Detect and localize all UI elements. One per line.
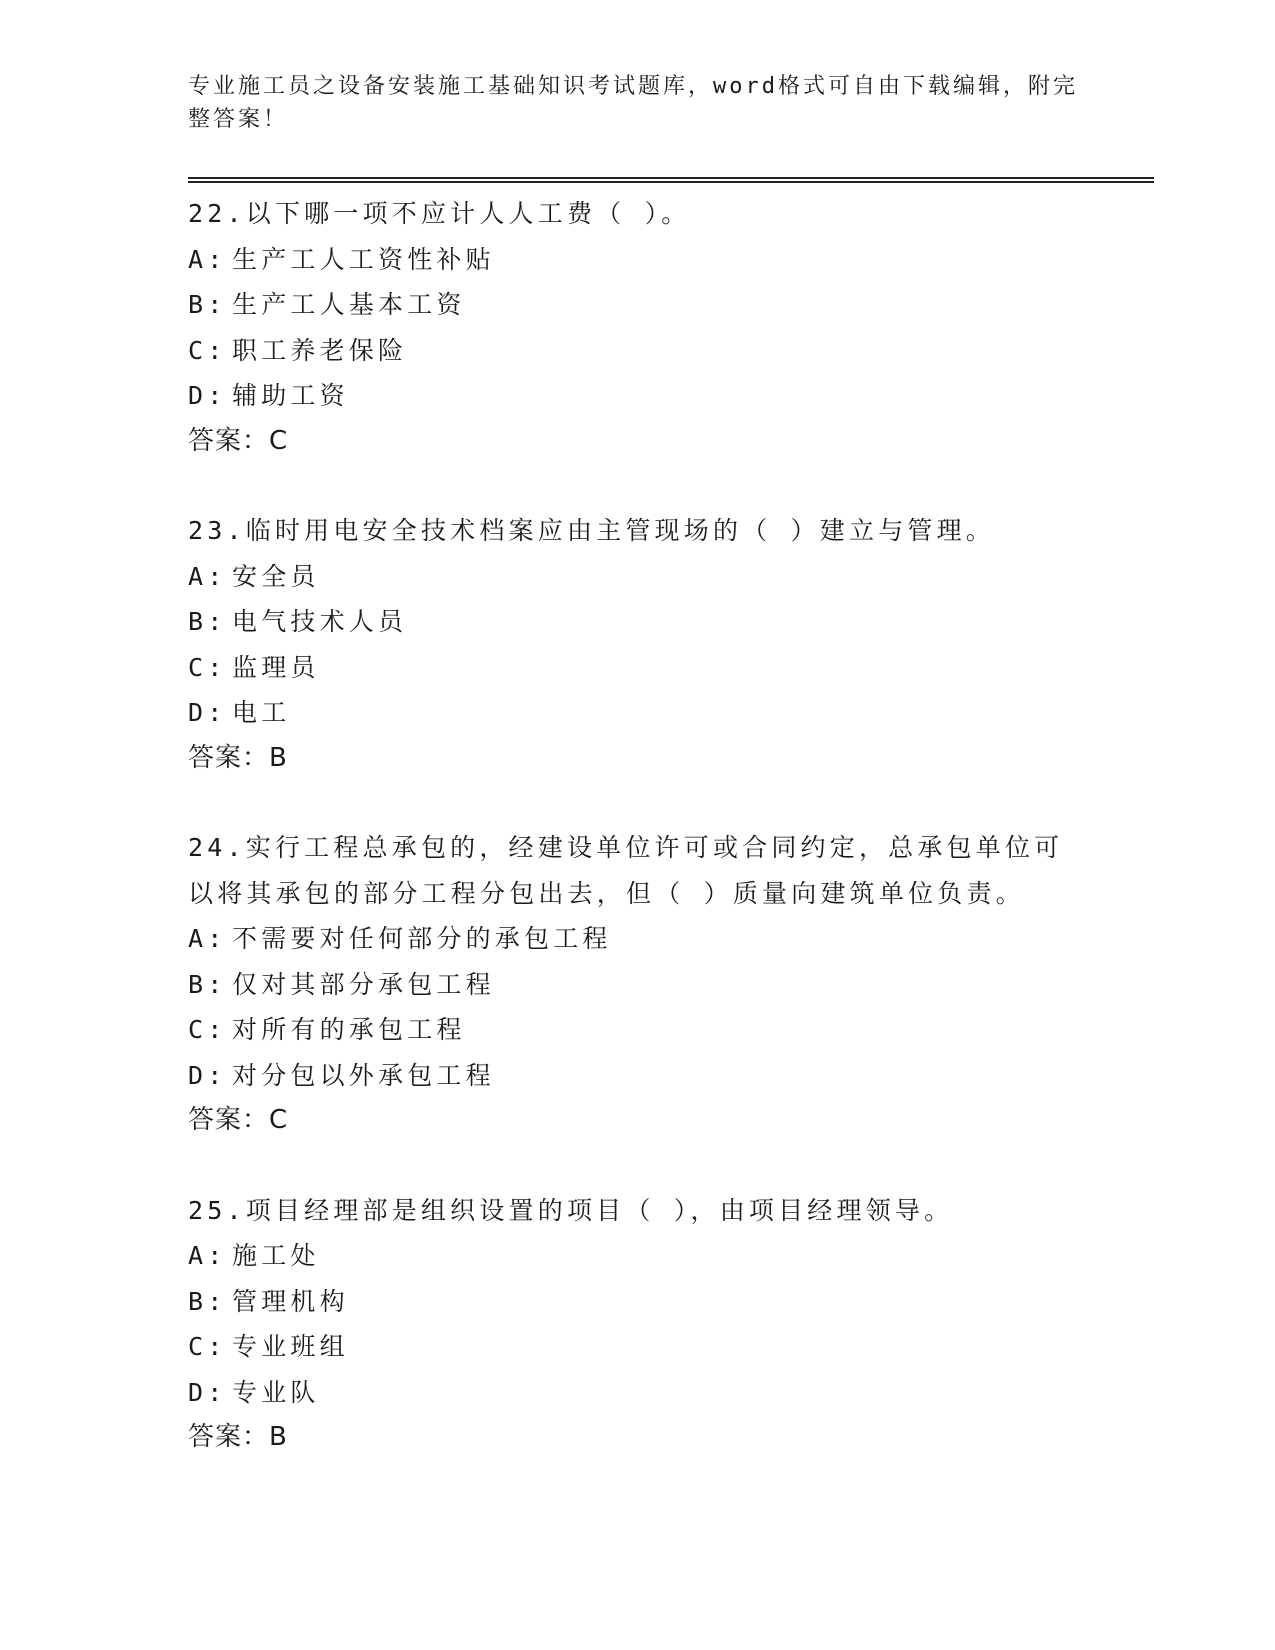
option-c bbox=[188, 1324, 1088, 1370]
option-text: 对分包以外承包工程 bbox=[232, 1060, 495, 1090]
option-letter: A: bbox=[188, 924, 227, 953]
option-d bbox=[188, 1370, 1088, 1416]
question-stem: 22.以下哪一项不应计人人工费（ ）。 bbox=[188, 199, 691, 228]
question-stem: 23.临时用电安全技术档案应由主管现场的（ ）建立与管理。 bbox=[188, 516, 996, 545]
option-text: 施工处 bbox=[232, 1241, 320, 1270]
document-header: 专业施工员之设备安装施工基础知识考试题库，word格式可自由下载编辑，附完整答案！ bbox=[188, 74, 1078, 132]
option-text: 管理机构 bbox=[232, 1286, 349, 1316]
option-letter: D: bbox=[188, 381, 227, 410]
option-letter: C: bbox=[188, 335, 227, 365]
option-text: 生产工人工资性补贴 bbox=[232, 244, 495, 274]
answer-line: 答案：C bbox=[188, 425, 289, 456]
option-text: 电工 bbox=[232, 698, 291, 727]
option-text: 专业队 bbox=[232, 1377, 320, 1407]
option-text: 不需要对任何部分的承包工程 bbox=[232, 924, 612, 953]
question-22 bbox=[188, 191, 1088, 464]
question-list bbox=[188, 191, 1088, 1505]
option-text: 对所有的承包工程 bbox=[232, 1015, 466, 1044]
option-a bbox=[188, 916, 1088, 962]
option-text: 监理员 bbox=[232, 652, 320, 682]
option-text: 生产工人基本工资 bbox=[232, 290, 466, 319]
question-24 bbox=[188, 825, 1088, 1144]
question-23 bbox=[188, 508, 1088, 781]
option-d bbox=[188, 690, 1088, 736]
header-double-rule bbox=[188, 177, 1154, 183]
option-letter: C: bbox=[188, 1332, 227, 1361]
option-a bbox=[188, 237, 1088, 283]
option-c bbox=[188, 328, 1088, 374]
answer-line: 答案：B bbox=[188, 742, 288, 773]
option-letter: D: bbox=[188, 698, 227, 727]
option-b bbox=[188, 599, 1088, 645]
option-letter: C: bbox=[188, 652, 227, 682]
option-text: 职工养老保险 bbox=[232, 335, 408, 365]
option-letter: B: bbox=[188, 290, 227, 319]
option-text: 仅对其部分承包工程 bbox=[232, 969, 495, 999]
option-text: 安全员 bbox=[232, 561, 320, 591]
option-letter: A: bbox=[188, 244, 227, 274]
option-a bbox=[188, 1233, 1088, 1279]
answer-line: 答案：B bbox=[188, 1422, 288, 1452]
option-letter: B: bbox=[188, 607, 227, 636]
answer-line: 答案：C bbox=[188, 1105, 289, 1135]
option-letter: C: bbox=[188, 1015, 227, 1044]
option-c bbox=[188, 1007, 1088, 1053]
option-text: 辅助工资 bbox=[232, 381, 349, 410]
option-b bbox=[188, 282, 1088, 328]
question-stem: 25.项目经理部是组织设置的项目（ ），由项目经理领导。 bbox=[188, 1195, 954, 1225]
option-letter: A: bbox=[188, 1241, 227, 1270]
option-b bbox=[188, 1279, 1088, 1325]
option-letter: A: bbox=[188, 561, 227, 591]
option-d bbox=[188, 1053, 1088, 1099]
option-d bbox=[188, 373, 1088, 419]
option-letter: B: bbox=[188, 969, 227, 999]
question-25 bbox=[188, 1188, 1088, 1461]
option-letter: D: bbox=[188, 1060, 227, 1090]
option-letter: D: bbox=[188, 1377, 227, 1407]
question-stem: 24.实行工程总承包的，经建设单位许可或合同约定，总承包单位可以将其承包的部分工程分包出去，但（ ）质量向建筑单位负责。 bbox=[188, 833, 1064, 908]
option-a bbox=[188, 554, 1088, 600]
option-b bbox=[188, 962, 1088, 1008]
option-letter: B: bbox=[188, 1286, 227, 1316]
option-c bbox=[188, 645, 1088, 691]
option-text: 专业班组 bbox=[232, 1332, 349, 1361]
option-text: 电气技术人员 bbox=[232, 607, 408, 636]
